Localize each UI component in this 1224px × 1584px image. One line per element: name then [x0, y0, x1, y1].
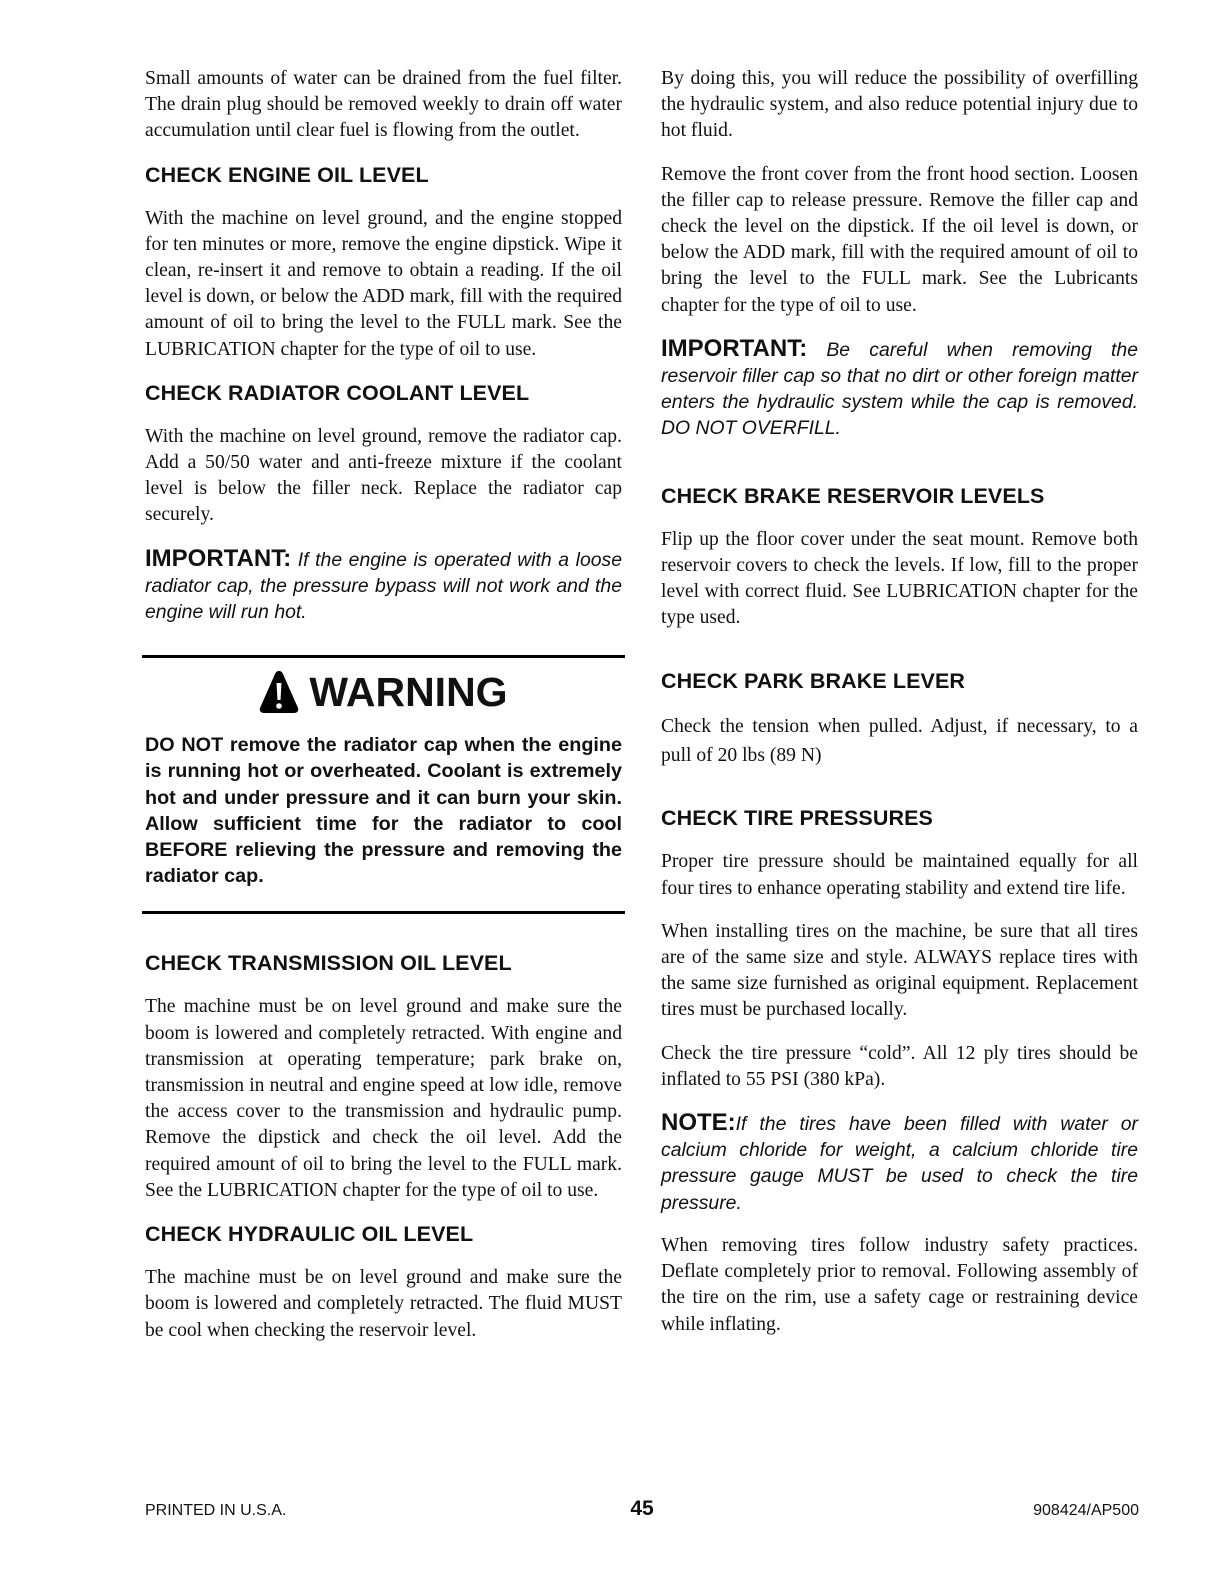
warning-triangle-icon: [259, 670, 299, 714]
transmission-heading: CHECK TRANSMISSION OIL LEVEL: [145, 951, 512, 976]
radiator-important-note: [145, 546, 622, 626]
note-label: NOTE:: [661, 1109, 736, 1137]
tires-paragraph-1: Proper tire pressure should be maintained equally for all four tires to enhance operating stability and extend tire life.: [661, 851, 1138, 899]
warning-title-text: WARNING: [309, 668, 508, 715]
tires-paragraph-4: When removing tires follow industry safety practices. Deflate completely prior to removal. Following assembly of the tire on the rim, use a safety cage or restraining device while inflating.: [661, 1234, 1138, 1335]
brake-paragraph: Flip up the floor cover under the seat mount. Remove both reservoir covers to check the levels. If low, fill to the proper level with correct fluid. See LUBRICATION chapter for the type used.: [661, 528, 1138, 629]
hydraulic-cover-paragraph: Remove the front cover from the front hood section. Loosen the filler cap to release pressure. Remove the filler cap and check the level on the dipstick. If the oil level is down, or below the ADD mark, fill with the required amount of oil to bring the level to the FULL mark. See the Lubricants chapter for the type of oil to use.: [661, 163, 1138, 316]
hydraulic-continued-paragraph: By doing this, you will reduce the possibility of overfilling the hydraulic system, and also reduce potential injury due to hot fluid.: [661, 68, 1138, 142]
transmission-paragraph: The machine must be on level ground and make sure the boom is lowered and completely retracted. With engine and transmission at operating temperature; park brake on, transmission in neutral and engine speed at low idle, remove the access cover to the transmission and hydraulic pump. Remove the dipstick and check the oil level. Add the required amount of oil to bring the level to the FULL mark. See the LUBRICATION chapter for the type of oil to use.: [145, 996, 622, 1201]
left-column: [145, 66, 622, 1361]
page-footer: [145, 1497, 1139, 1527]
warning-title: [145, 666, 622, 718]
note-text: If the tires have been filled with water or calcium chloride for weight, a calcium chloride tire pressure gauge MUST be used to check the tire pressure.: [661, 1113, 1138, 1214]
engine-oil-paragraph: With the machine on level ground, and the engine stopped for ten minutes or more, remove the engine dipstick. Wipe it clean, re-insert it and remove to obtain a reading. If the oil level is down, or below the ADD mark, fill with the required amount of oil to bring the level to the FULL mark. See the LUBRICATION chapter for the type of oil to use.: [145, 207, 622, 360]
park-brake-heading: CHECK PARK BRAKE LEVER: [661, 669, 966, 694]
important-text: If the engine is operated with a loose radiator cap, the pressure bypass will not work and the engine will run hot.: [145, 548, 622, 624]
important-text: Be careful when removing the reservoir filler cap so that no dirt or other foreign matter enters the hydraulic system while the cap is removed. DO NOT OVERFILL.: [661, 338, 1138, 440]
right-column: [661, 66, 1138, 1355]
important-label: IMPORTANT:: [661, 334, 808, 362]
important-label: IMPORTANT:: [145, 544, 292, 572]
park-brake-paragraph: Check the tension when pulled. Adjust, if necessary, to a pull of 20 lbs (89 N): [661, 716, 1138, 767]
document-id: 908424/AP500: [1033, 1502, 1139, 1519]
page-number: 45: [630, 1497, 654, 1520]
fuel-filter-paragraph: Small amounts of water can be drained from the fuel filter. The drain plug should be removed weekly to drain off water accumulation until clear fuel is flowing from the outlet.: [145, 68, 622, 142]
tires-paragraph-3: Check the tire pressure “cold”. All 12 ply tires should be inflated to 55 PSI (380 kPa).: [661, 1042, 1138, 1090]
hydraulic-heading: CHECK HYDRAULIC OIL LEVEL: [145, 1222, 474, 1247]
tires-paragraph-2: When installing tires on the machine, be sure that all tires are of the same size and style. ALWAYS replace tires with the same size furnished as original equipment. Replacement tires must be purchased locally.: [661, 920, 1138, 1021]
printed-in-label: PRINTED IN U.S.A.: [145, 1502, 287, 1519]
engine-oil-heading: CHECK ENGINE OIL LEVEL: [145, 162, 429, 187]
radiator-warning-box: [142, 655, 625, 914]
radiator-heading: CHECK RADIATOR COOLANT LEVEL: [145, 380, 530, 405]
radiator-paragraph: With the machine on level ground, remove the radiator cap. Add a 50/50 water and anti-freeze mixture if the coolant level is below the filler neck. Replace the radiator cap securely.: [145, 425, 622, 526]
warning-text: DO NOT remove the radiator cap when the engine is running hot or overheated. Coolant is extremely hot and under pressure and it can burn your skin. Allow sufficient time for the radiator to cool BEFORE relieving the pressure and removing the radiator cap.: [145, 734, 622, 888]
tires-heading: CHECK TIRE PRESSURES: [661, 806, 933, 831]
hydraulic-paragraph: The machine must be on level ground and make sure the boom is lowered and completely retracted. The fluid MUST be cool when checking the reservoir level.: [145, 1267, 622, 1341]
tires-note: [661, 1110, 1138, 1216]
hydraulic-important-note: [661, 336, 1138, 442]
brake-heading: CHECK BRAKE RESERVOIR LEVELS: [661, 483, 1045, 508]
